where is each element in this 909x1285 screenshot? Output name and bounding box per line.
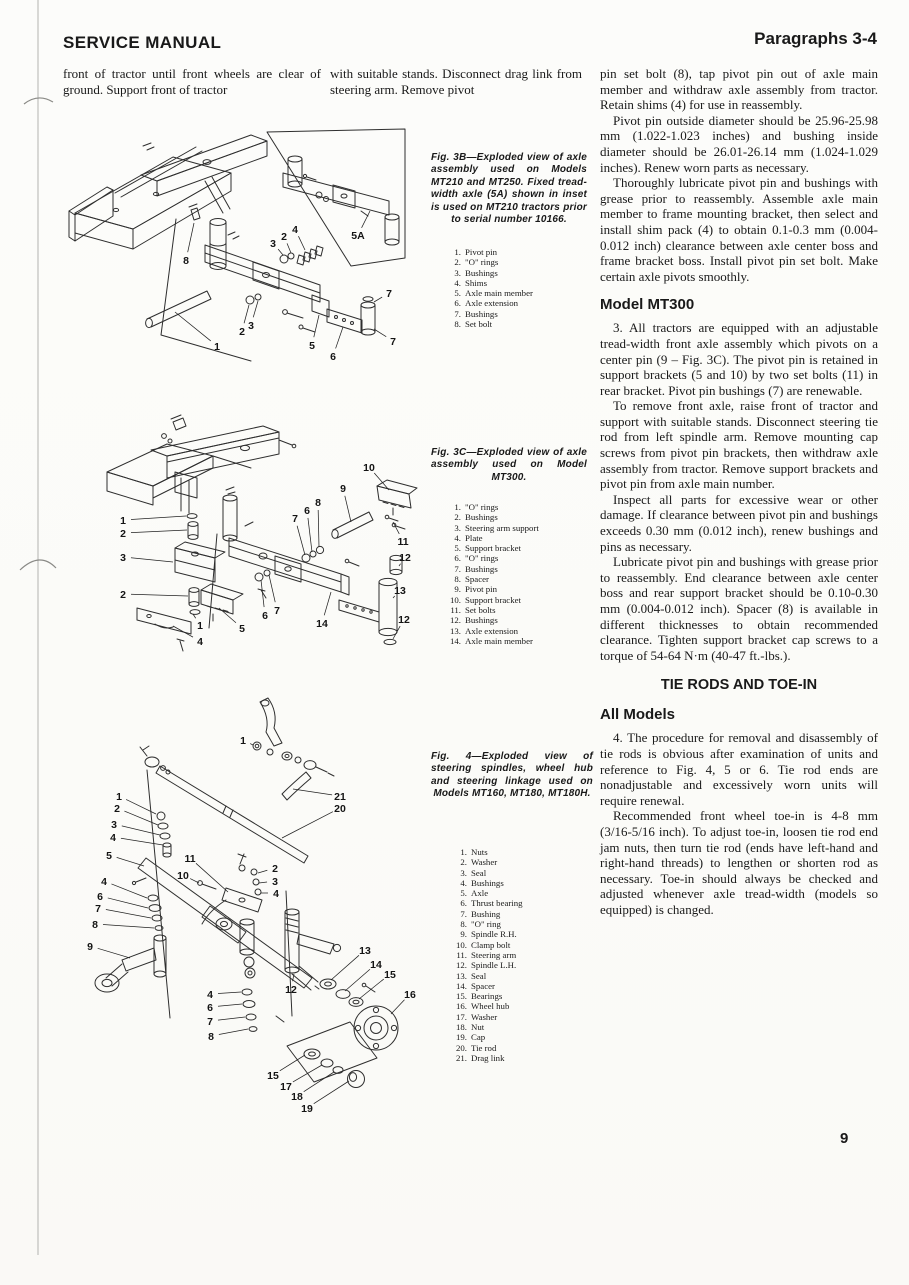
callout-number: 4 xyxy=(110,832,116,844)
part-list-item: 14. Axle main member xyxy=(450,635,533,646)
callout-number: 2 xyxy=(239,326,245,338)
callout-number: 7 xyxy=(95,903,101,915)
part-list-item: 7. Bushings xyxy=(454,308,498,319)
callout-number: 8 xyxy=(315,497,321,509)
paragraph: Inspect all parts for excessive wear or other damage. If clearance between pivot pin and bushings exceeds 0.30 mm (0.012 inch), renew bushings and pins as necessary. xyxy=(600,491,878,554)
part-list-item: 7. Bushing xyxy=(460,908,501,919)
part-list-item: 7. Bushings xyxy=(454,563,498,574)
callout-number: 2 xyxy=(272,863,278,875)
callout-number: 9 xyxy=(340,483,346,495)
callout-number: 7 xyxy=(207,1016,213,1028)
part-list-item: 14. Spacer xyxy=(456,980,495,991)
paragraph: Recommended front wheel toe-in is 4-8 mm (3/16-5/16 inch). To adjust toe-in, loosen tie rod end jam nuts, then turn tie rod (ends have left-hand and right-hand threads) to lengthen or shorten rod as necessary. Toe-in should always be checked and adjusted whenever axle tread-width (models so equipped) is changed. xyxy=(600,808,878,917)
callout-number: 5 xyxy=(106,850,112,862)
callout-number: 3 xyxy=(272,876,278,888)
callout-number: 3 xyxy=(270,238,276,250)
callout-number: 6 xyxy=(304,505,310,517)
callout-number: 3 xyxy=(248,320,254,332)
callout-number: 2 xyxy=(281,231,287,243)
part-list-item: 9. Pivot pin xyxy=(454,584,498,595)
callout-number: 18 xyxy=(291,1091,303,1103)
part-list-item: 2. "O" rings xyxy=(454,257,499,268)
paragraph: To remove front axle, raise front of tractor and support with suitable stands. Disconnect steering tie rod from left spindle arm. Remove mounting cap screws from pivot pin brackets, then withdraw axle assembly from tractor. Remove support brackets and pivot pin from axle main number. xyxy=(600,398,878,492)
callout-number: 4 xyxy=(197,636,203,648)
page-title: SERVICE MANUAL xyxy=(63,33,222,52)
figure-3b-parts-list xyxy=(446,247,586,329)
callout-number: 14 xyxy=(370,959,382,971)
callout-number: 14 xyxy=(316,618,328,630)
callout-number: 19 xyxy=(301,1103,313,1115)
intro-column-2: with suitable stands. Disconnect drag link from steering arm. Remove pivot xyxy=(330,66,582,97)
callout-number: 13 xyxy=(359,945,371,957)
callout-number: 4 xyxy=(273,888,279,900)
part-list-item: 16. Wheel hub xyxy=(456,1001,510,1012)
callout-number: 8 xyxy=(92,919,98,931)
part-list-item: 9. Spindle R.H. xyxy=(460,929,517,940)
part-list-item: 3. Steering arm support xyxy=(454,522,539,533)
part-list-item: 19. Cap xyxy=(456,1032,486,1043)
part-list-item: 6. Thrust bearing xyxy=(460,898,523,909)
paragraph: pin set bolt (8), tap pivot pin out of axle main member and withdraw axle assembly from tractor. Retain shims (4) for use in reassembly. xyxy=(600,66,878,113)
part-list-item: 2. Washer xyxy=(460,857,498,868)
callout-number: 10 xyxy=(363,462,375,474)
paragraph: 4. The procedure for removal and disassembly of tie rods is obvious after examination of units and reference to Fig. 4, 5 or 6. Tie rod ends are nonadjustable and excessively worn units will require renewal. xyxy=(600,730,878,808)
part-list-item: 21. Drag link xyxy=(456,1052,505,1063)
paragraph: 3. All tractors are equipped with an adjustable tread-width front axle assembly which pivots on a center pin (9 – Fig. 3C). The pivot pin is retained in support brackets (5 and 10) by two set bolts (11) in rear bracket. Pivot pin bushings (7) are renewable. xyxy=(600,320,878,398)
part-list-item: 10. Clamp bolt xyxy=(456,939,511,950)
callout-number: 1 xyxy=(197,620,203,632)
callout-number: 1 xyxy=(240,735,246,747)
callout-number: 5 xyxy=(239,623,245,635)
callout-number: 11 xyxy=(397,536,409,548)
part-list-item: 2. Bushings xyxy=(454,512,498,523)
callout-number: 15 xyxy=(384,969,396,981)
callout-number: 2 xyxy=(120,528,126,540)
figure-3c-diagram xyxy=(93,410,435,682)
callout-number: 2 xyxy=(120,589,126,601)
part-list-item: 11. Set bolts xyxy=(450,604,496,615)
callout-number: 13 xyxy=(394,585,406,597)
callout-number: 5A xyxy=(351,230,365,242)
callout-number: 4 xyxy=(101,876,107,888)
figure-4-diagram xyxy=(50,686,428,1144)
callout-number: 6 xyxy=(262,610,268,622)
callout-number: 8 xyxy=(208,1031,214,1043)
callout-number: 20 xyxy=(334,803,346,815)
part-list-item: 8. Spacer xyxy=(454,574,489,585)
callout-number: 12 xyxy=(398,614,410,626)
paragraph: Lubricate pivot pin and bushings with grease prior to reassembly. End clearance between axle center boss and rear support bracket should be 0.10-0.30 mm (0.004-0.012 inch). Spacer (8) is available in different thicknesses to obtain recommended clearance. Tighten support bracket cap screws to a torque of 54-64 N·m (40-47 ft.-lbs.). xyxy=(600,554,878,663)
part-list-item: 8. "O" ring xyxy=(460,919,501,930)
callout-number: 7 xyxy=(386,288,392,300)
callout-number: 1 xyxy=(116,791,122,803)
part-list-item: 1. Pivot pin xyxy=(454,247,498,257)
callout-number: 15 xyxy=(267,1070,279,1082)
part-list-item: 12. Spindle L.H. xyxy=(456,960,517,971)
callout-number: 8 xyxy=(183,255,189,267)
paragraph-reference: Paragraphs 3-4 xyxy=(754,29,877,48)
callout-number: 3 xyxy=(120,552,126,564)
part-list-item: 20. Tie rod xyxy=(456,1042,497,1053)
part-list-item: 12. Bushings xyxy=(450,615,498,626)
part-list-item: 1. Nuts xyxy=(460,847,488,857)
callout-number: 21 xyxy=(334,791,346,803)
callout-number: 16 xyxy=(404,989,416,1001)
figure-4-parts-list xyxy=(452,847,592,1063)
callout-number: 6 xyxy=(97,891,103,903)
body-column xyxy=(600,66,878,918)
callout-number: 6 xyxy=(207,1002,213,1014)
callout-number: 4 xyxy=(207,989,213,1001)
callout-number: 1 xyxy=(214,341,220,353)
callout-number: 12 xyxy=(285,984,297,996)
part-list-item: 4. Shims xyxy=(454,277,488,288)
part-list-item: 5. Axle xyxy=(460,888,489,899)
part-list-item: 4. Plate xyxy=(454,532,483,543)
figure-3b-caption: Fig. 3B—Exploded view of axle assembly used on Models MT210 and MT250. Fixed tread-width axle (5A) shown in inset is used on MT210 tractors prior to serial number 10166. xyxy=(431,152,587,226)
callout-number: 17 xyxy=(280,1081,292,1093)
callout-number: 9 xyxy=(87,941,93,953)
figure-3c-caption: Fig. 3C—Exploded view of axle assembly used on Model MT300. xyxy=(431,447,587,483)
callout-number: 2 xyxy=(114,803,120,815)
callout-number: 5 xyxy=(309,340,315,352)
part-list-item: 1. "O" rings xyxy=(454,502,499,512)
callout-number: 1 xyxy=(120,515,126,527)
callout-number: 7 xyxy=(274,605,280,617)
intro-column-1: front of tractor until front wheels are clear of ground. Support front of tractor xyxy=(63,66,321,97)
figure-4-caption: Fig. 4—Exploded view of steering spindles, wheel hub and steering linkage used on Models MT160, MT180, MT180H. xyxy=(431,751,593,800)
section-heading: All Models xyxy=(600,706,676,724)
callout-number: 6 xyxy=(330,351,336,363)
part-list-item: 18. Nut xyxy=(456,1022,485,1033)
part-list-item: 5. Support bracket xyxy=(454,543,521,554)
callout-number: 3 xyxy=(111,819,117,831)
part-list-item: 4. Bushings xyxy=(460,877,504,888)
part-list-item: 13. Axle extension xyxy=(450,625,519,636)
part-list-item: 3. Bushings xyxy=(454,267,498,278)
section-heading: TIE RODS AND TOE-IN xyxy=(660,677,818,694)
part-list-item: 5. Axle main member xyxy=(454,288,533,299)
callout-number: 10 xyxy=(177,870,189,882)
part-list-item: 13. Seal xyxy=(456,970,487,981)
figure-3c-parts-list xyxy=(446,502,586,646)
part-list-item: 11. Steering arm xyxy=(456,949,517,960)
part-list-item: 17. Washer xyxy=(456,1011,498,1022)
section-heading: Model MT300 xyxy=(600,296,695,314)
part-list-item: 6. "O" rings xyxy=(454,553,499,564)
part-list-item: 6. Axle extension xyxy=(454,298,519,309)
paragraph: Pivot pin outside diameter should be 25.96-25.98 mm (1.022-1.023 inches) and bushing inside diameter should be 26.01-26.14 mm (1.024-1.029 inches). Renew worn parts as necessary. xyxy=(600,112,878,175)
paragraph: Thoroughly lubricate pivot pin and bushings with grease prior to reassembly. Assemble axle main member to frame mounting bracket, then select and install shim pack (4) to obtain 0.1-0.3 mm (0.004-0.012 inch) clearance between axle center boss and frame bracket boss. Install pivot pin set bolt. Make certain axle pivots smoothly. xyxy=(600,175,878,284)
part-list-item: 3. Seal xyxy=(460,867,487,878)
callout-number: 4 xyxy=(292,224,298,236)
callout-number: 11 xyxy=(184,853,196,865)
part-list-item: 10. Support bracket xyxy=(450,594,521,605)
part-list-item: 8. Set bolt xyxy=(454,319,493,330)
callout-number: 7 xyxy=(292,513,298,525)
part-list-item: 15. Bearings xyxy=(456,991,503,1002)
page-number: 9 xyxy=(840,1130,849,1147)
callout-number: 7 xyxy=(390,336,396,348)
figure-3b-diagram xyxy=(55,115,423,377)
callout-number: 12 xyxy=(399,552,411,564)
